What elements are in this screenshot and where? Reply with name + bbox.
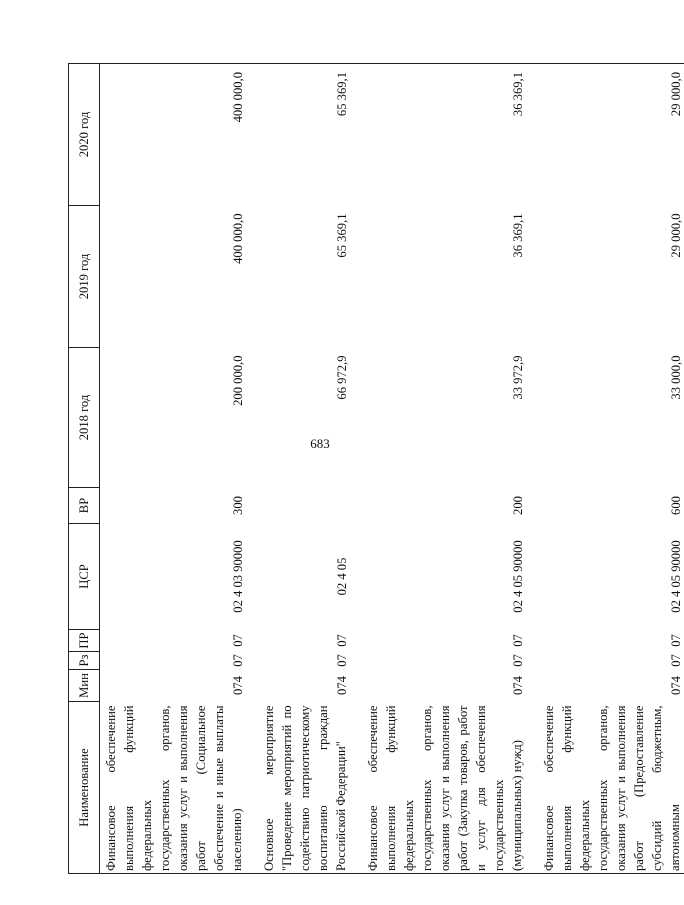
row-2019: 29 000,0 [669, 213, 683, 258]
table-row [100, 64, 247, 874]
row-csr: 02 4 03 90000 [231, 540, 245, 613]
row-name: Финансовое обеспечение выполнения функций федеральных государственных органов, оказания услуг и выполнения работ (Закупка товаров, работ и услуг для обеспечения государственных (муниципальных) нужд) [362, 702, 526, 874]
header-csr: ЦСР [69, 524, 100, 630]
row-2018: 33 000,0 [669, 355, 683, 400]
row-min: 074 [231, 676, 245, 695]
row-rz: 07 [669, 654, 683, 667]
page-number: 683 [310, 436, 330, 451]
row-csr: 02 4 05 90000 [511, 540, 525, 613]
row-2018: 66 972,9 [335, 355, 349, 400]
row-2020: 65 369,1 [258, 64, 350, 206]
row-csr: 02 4 05 90000 [669, 540, 683, 613]
header-name: Наименование [69, 702, 100, 874]
row-2019: 65 369,1 [335, 213, 349, 258]
row-min: 074 [511, 676, 525, 695]
row-rz: 07 [335, 654, 349, 667]
row-csr: 02 4 05 [335, 557, 349, 596]
header-min: Мин [69, 670, 100, 702]
row-2020: 400 000,0 [100, 64, 247, 206]
row-name: Финансовое обеспечение выполнения функций федеральных государственных органов, оказания услуг и выполнения работ (Социальное обеспечение и иные выплаты населению) [100, 702, 247, 874]
row-2020: 36 369,1 [362, 64, 526, 206]
header-2020: 2020 год [69, 64, 100, 206]
row-vr: 600 [669, 496, 683, 515]
row-2018: 33 972,9 [511, 355, 525, 400]
row-name: Основное мероприятие "Проведение мероприятий по содействию патриотическому воспитанию граждан Российской Федерации" [258, 702, 350, 874]
row-vr [258, 488, 350, 524]
table-header [69, 64, 100, 874]
row-pr: 07 [335, 634, 349, 647]
row-rz: 07 [511, 654, 525, 667]
header-vr: ВР [69, 488, 100, 524]
header-2018: 2018 год [69, 348, 100, 488]
table-row [258, 64, 350, 874]
row-pr: 07 [231, 634, 245, 647]
row-pr: 07 [511, 634, 525, 647]
row-min: 074 [335, 676, 349, 695]
row-2020: 29 000,0 [538, 64, 684, 206]
table-row [538, 64, 684, 874]
budget-table [68, 63, 684, 874]
table-row [362, 64, 526, 874]
row-rz: 07 [231, 654, 245, 667]
row-2018: 200 000,0 [231, 355, 245, 406]
row-name: Финансовое обеспечение выполнения функций федеральных государственных органов, оказания услуг и выполнения работ (Предоставление субсидий бюджетным, автономным [538, 702, 684, 874]
header-pr: ПР [69, 630, 100, 652]
budget-table-rotated [68, 64, 683, 874]
header-2019: 2019 год [69, 206, 100, 348]
row-vr: 200 [511, 496, 525, 515]
row-vr: 300 [231, 496, 245, 515]
row-min: 074 [669, 676, 683, 695]
row-2019: 400 000,0 [231, 213, 245, 264]
row-pr: 07 [669, 634, 683, 647]
row-2019: 36 369,1 [511, 213, 525, 258]
header-rz: Рз [69, 652, 100, 670]
